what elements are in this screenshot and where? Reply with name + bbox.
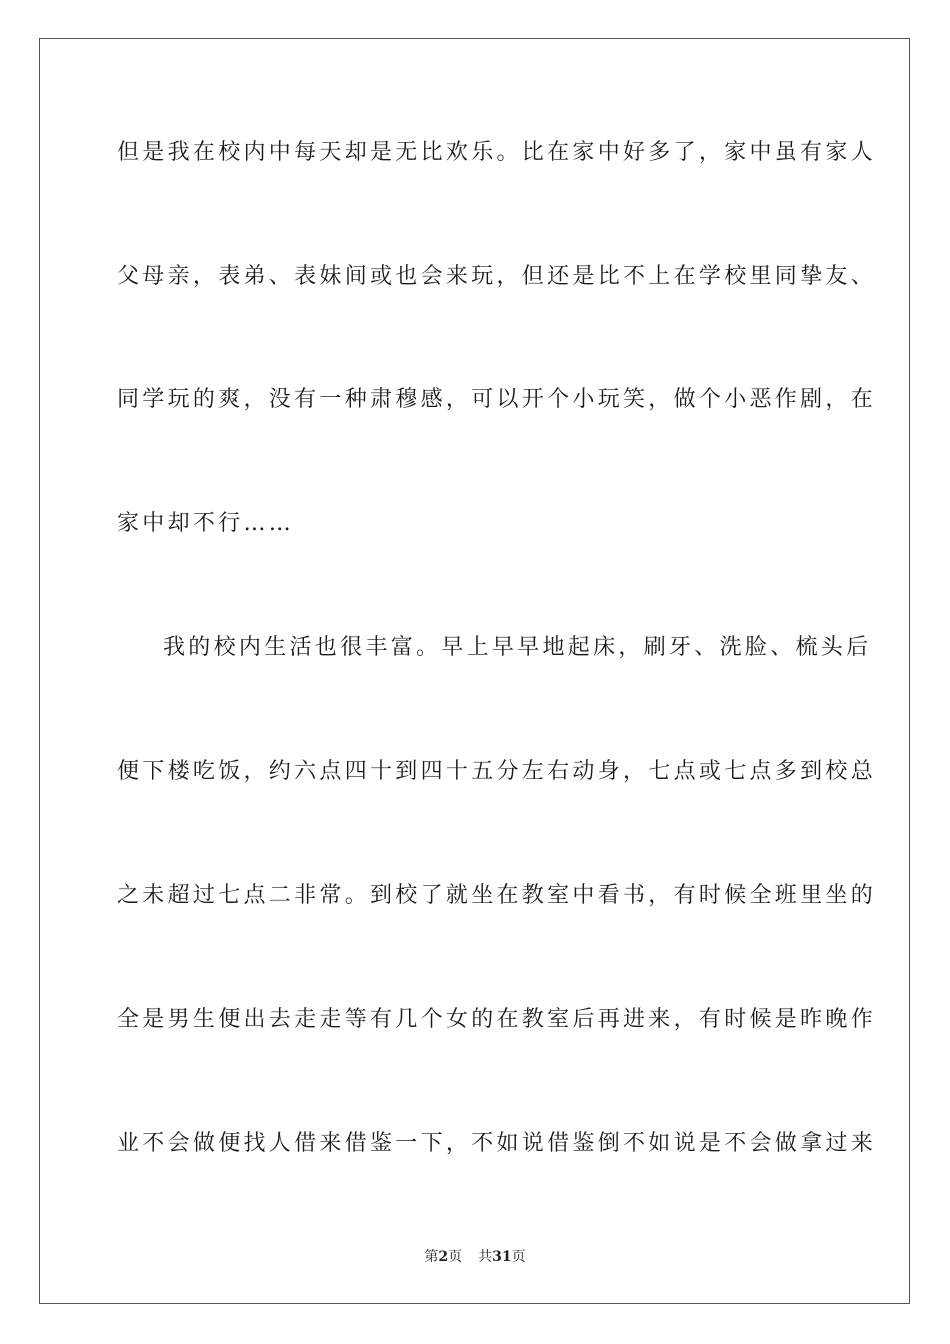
text-line-4: 家中却不行…… (117, 511, 295, 536)
page-border (39, 38, 910, 1304)
total-label-suffix: 页 (511, 1249, 526, 1265)
total-pages: 31 (492, 1249, 512, 1265)
text-line-3: 同学玩的爽，没有一种肃穆感，可以开个小玩笑，做个小恶作剧，在 (117, 387, 877, 412)
text-line-6: 便下楼吃饭，约六点四十到四十五分左右动身，七点或七点多到校总 (117, 759, 877, 784)
page-label-suffix: 页 (448, 1249, 463, 1265)
text-line-2: 父母亲，表弟、表妹间或也会来玩，但还是比不上在学校里同挚友、 (117, 264, 877, 289)
page-number: 2 (438, 1249, 449, 1265)
text-line-5-paragraph-start: 我的校内生活也很丰富。早上早早地起床，刷牙、洗脸、梳头后 (163, 635, 872, 660)
page-footer (0, 1247, 950, 1267)
text-line-9: 业不会做便找人借来借鉴一下，不如说借鉴倒不如说是不会做拿过来 (117, 1131, 877, 1156)
page-label-prefix: 第 (424, 1249, 439, 1265)
text-line-7: 之未超过七点二非常。到校了就坐在教室中看书，有时候全班里坐的 (117, 883, 877, 908)
text-line-1: 但是我在校内中每天却是无比欢乐。比在家中好多了，家中虽有家人 (117, 140, 877, 165)
text-line-8: 全是男生便出去走走等有几个女的在教室后再进来，有时候是昨晚作 (117, 1007, 877, 1032)
total-label-prefix: 共 (478, 1249, 493, 1265)
